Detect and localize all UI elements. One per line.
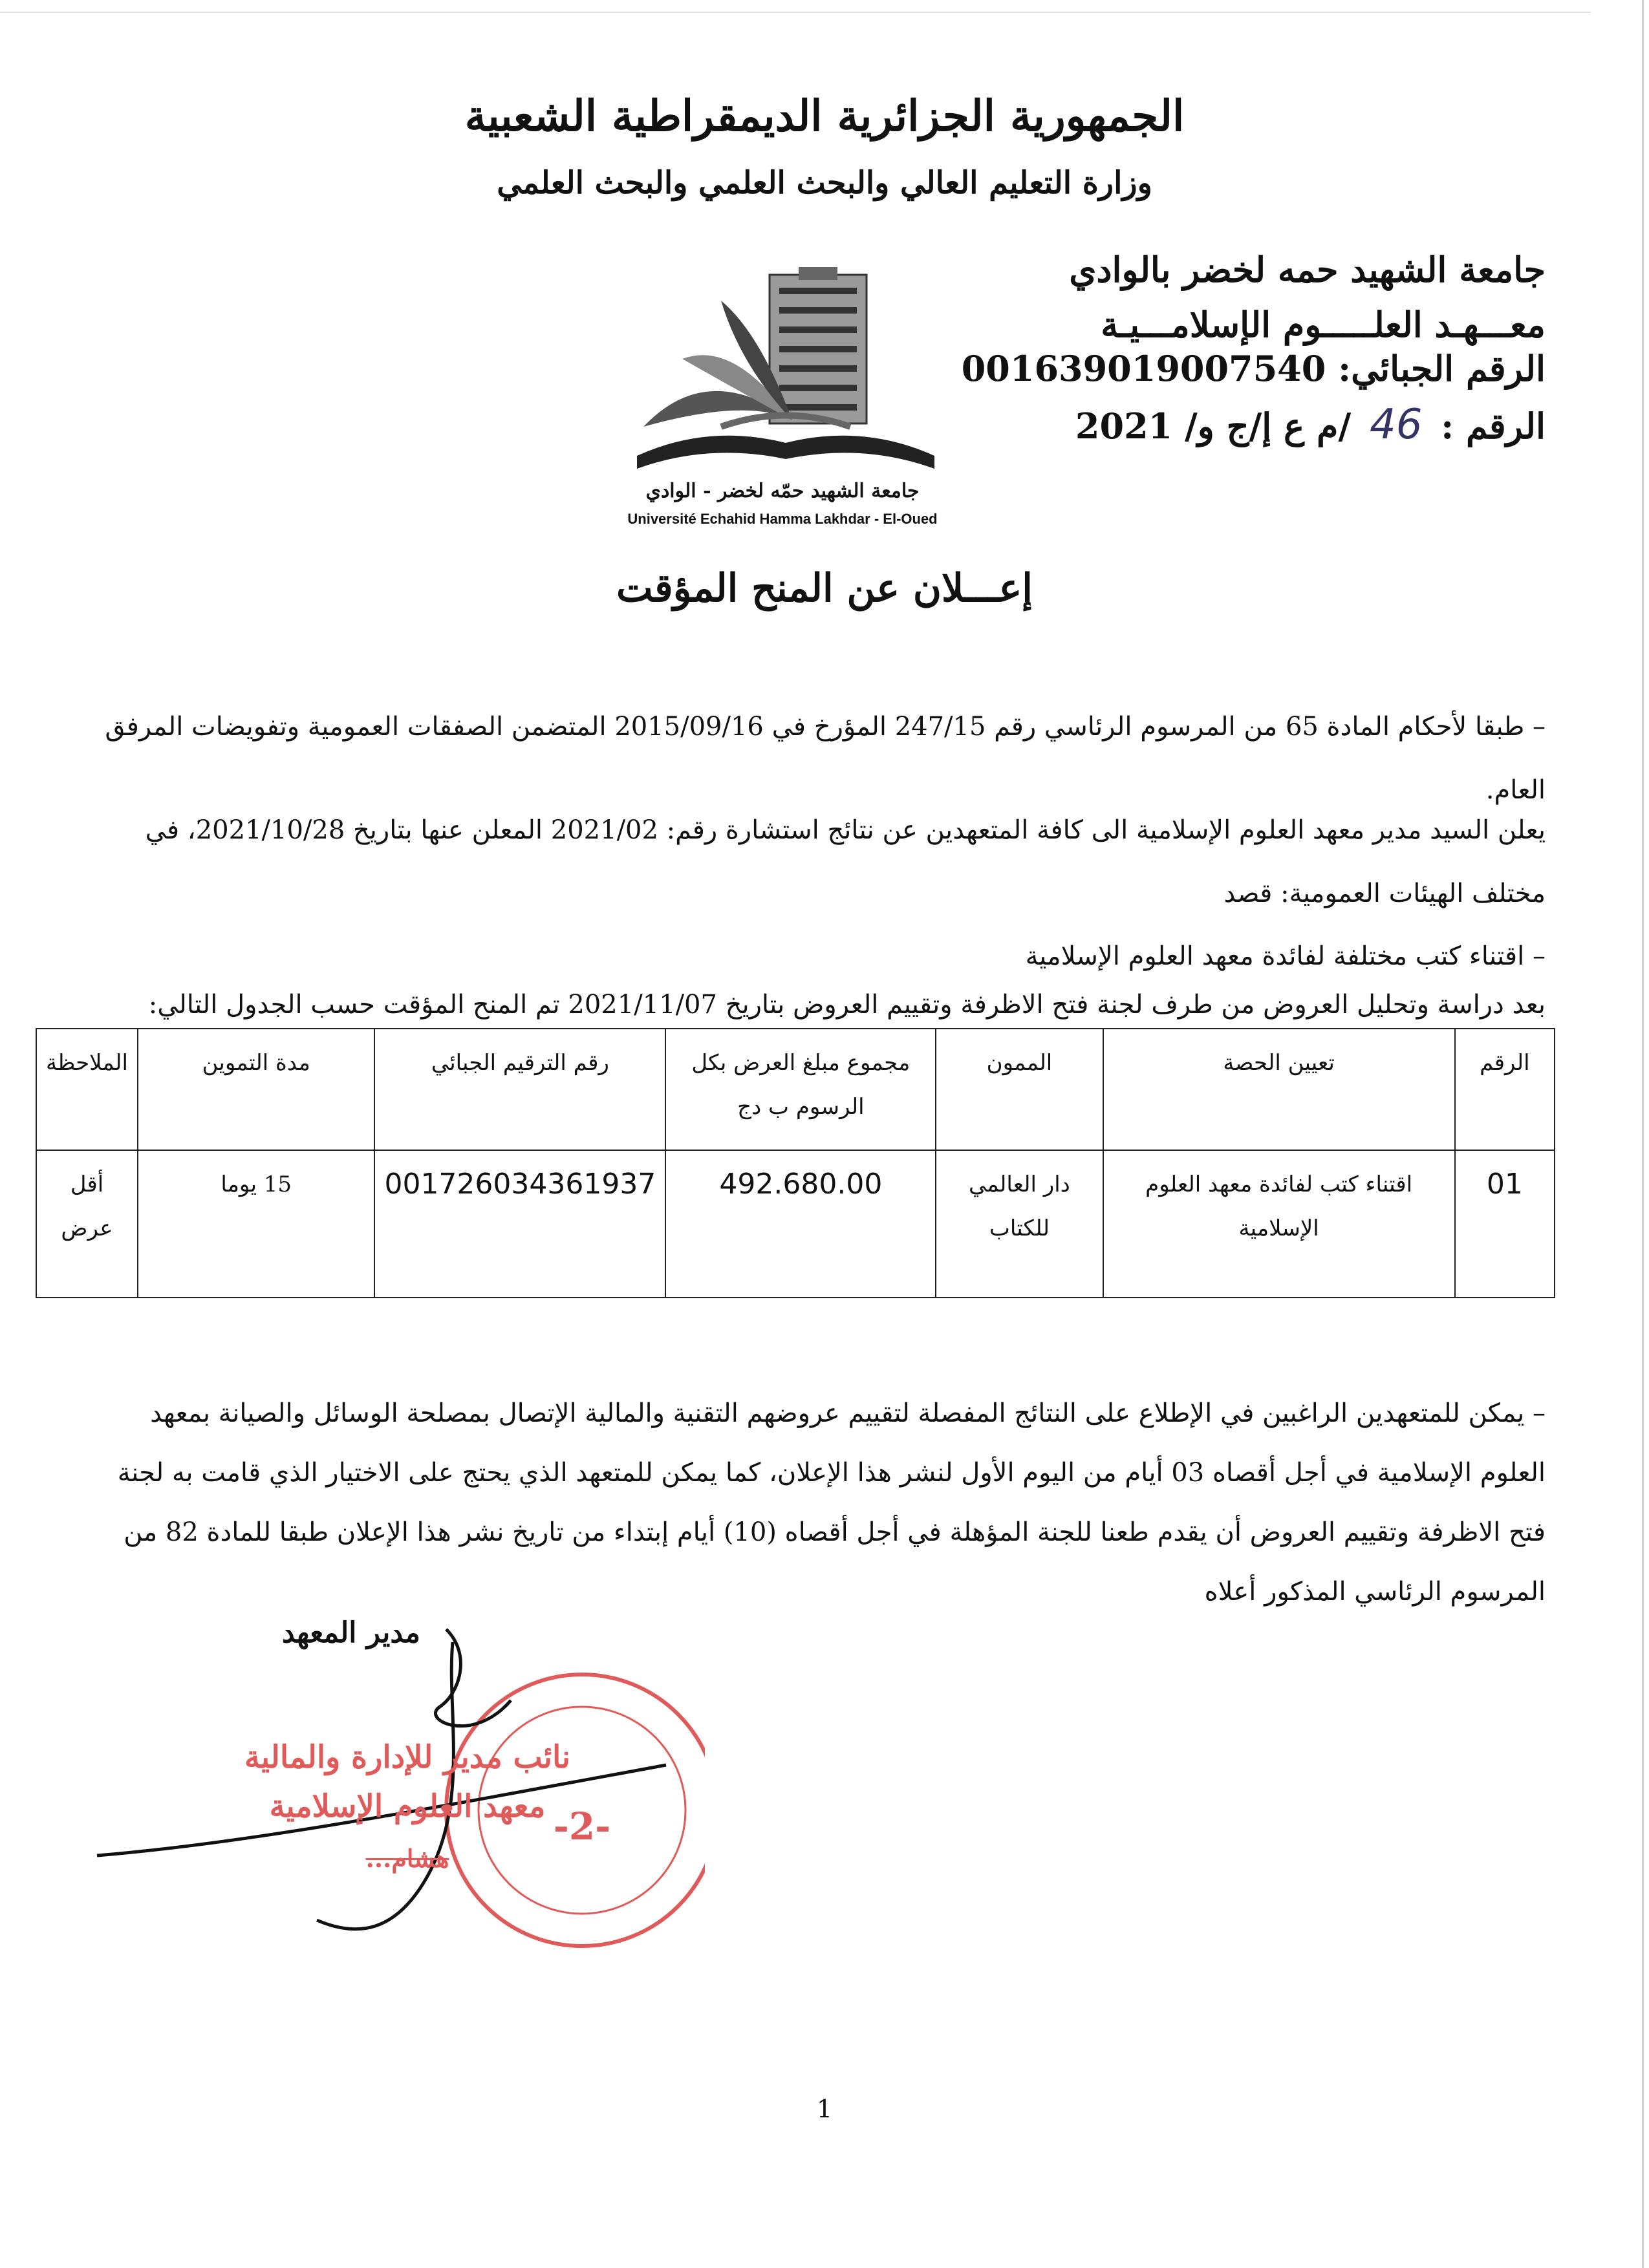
ministry-heading: وزارة التعليم العالي والبحث العلمي والبحث العلمي	[497, 165, 1152, 201]
col-note-header: الملاحظة	[36, 1029, 138, 1150]
reference-suffix: /م ع إ/ج و/ 2021	[1075, 405, 1352, 447]
cell-note: أقل عرض	[36, 1150, 138, 1298]
cell-amount: 492.680.00	[665, 1150, 936, 1298]
institute-name: معـــهـد العلـــــوم الإسلامـــيـة	[1101, 304, 1546, 345]
award-table	[36, 1028, 1555, 1298]
table-header-row	[36, 1029, 1555, 1150]
cell-supplier: دار العالمي للكتاب	[936, 1150, 1103, 1298]
stamp-line-institute: معهد العلوم الإسلامية	[269, 1788, 546, 1824]
page-number: 1	[816, 2095, 833, 2123]
reference-handwritten-number: 46	[1370, 401, 1423, 449]
republic-heading: الجمهورية الجزائرية الديمقراطية الشعبية	[464, 91, 1185, 141]
announcement-paragraph: يعلن السيد مدير معهد العلوم الإسلامية الى كافة المتعهدين عن نتائج استشارة رقم: 2021/02 المعلن عنها بتاريخ 2021/10/28، في مختلف الهيئات العمومية: قصد	[145, 815, 1546, 908]
cell-number: 01	[1455, 1150, 1555, 1298]
reference-line	[1075, 401, 1546, 449]
stamp-line-title: نائب مدير للإدارة والمالية	[244, 1739, 571, 1775]
university-name: جامعة الشهيد حمه لخضر بالوادي	[1069, 249, 1546, 290]
col-amount-header: مجموع مبلغ العرض بكل الرسوم ب دج	[665, 1029, 936, 1150]
signatory-title: مدير المعهد	[281, 1616, 420, 1649]
logo-french-caption: Université Echahid Hamma Lakhdar - El-Oued	[627, 511, 938, 527]
deputy-director-stamp	[142, 1739, 673, 1873]
cell-lot: اقتناء كتب لفائدة معهد العلوم الإسلامية	[1103, 1150, 1455, 1298]
university-logo	[630, 262, 941, 475]
col-tax-id-header: رقم الترقيم الجبائي	[374, 1029, 665, 1150]
tax-id-line	[962, 348, 1546, 389]
scan-edge-right	[1642, 0, 1644, 2268]
appeal-paragraph: – يمكن للمتعهدين الراغبين في الإطلاع على النتائج المفصلة لتقييم عروضهم التقنية والمالية الإتصال بمصلحة الوسائل والصيانة بمعهد العلوم الإسلامية في أجل أقصاه 03 أيام من اليوم الأول لنشر هذا الإعلان، كما يمكن للمتعهد الذي يحتج على الاختيار الذي قامت به لجنة فتح الاظرفة وتقييم العروض أن يقدم طعنا للجنة المؤهلة في أجل أقصاه (10) أيام إبتداء من تاريخ نشر هذا الإعلان طبقا للمادة 82 من المرسوم الرئاسي المذكور أعلاه	[117, 1398, 1546, 1607]
evaluation-paragraph: بعد دراسة وتحليل العروض من طرف لجنة فتح الاظرفة وتقييم العروض بتاريخ 2021/11/07 تم المنح المؤقت حسب الجدول التالي:	[148, 990, 1546, 1020]
col-number-header: الرقم	[1455, 1029, 1555, 1150]
scan-edge-top	[0, 12, 1591, 13]
purpose-paragraph: – اقتناء كتب مختلفة لفائدة معهد العلوم الإسلامية	[1025, 941, 1546, 971]
legal-basis-paragraph: – طبقا لأحكام المادة 65 من المرسوم الرئاسي رقم 247/15 المؤرخ في 2015/09/16 المتضمن الصفقات العمومية وتفويضات المرفق العام.	[105, 712, 1546, 805]
col-supplier-header: الممون	[936, 1029, 1103, 1150]
cell-duration: 15 يوما	[138, 1150, 375, 1298]
col-duration-header: مدة التموين	[138, 1029, 375, 1150]
document-title: إعـــلان عن المنح المؤقت	[616, 566, 1033, 611]
tax-id-label: الرقم الجبائي:	[1338, 348, 1546, 389]
logo-arabic-caption: جامعة الشهيد حمّه لخضر - الوادي	[645, 480, 920, 502]
reference-label: الرقم :	[1441, 405, 1546, 447]
col-lot-header: تعيين الحصة	[1103, 1029, 1455, 1150]
tax-id-value: 001639019007540	[961, 348, 1326, 389]
stamp-line-name: هشام...	[365, 1844, 449, 1873]
seal-number: -2-	[553, 1804, 611, 1848]
table-row	[36, 1150, 1555, 1298]
cell-tax-id: 001726034361937	[374, 1150, 665, 1298]
